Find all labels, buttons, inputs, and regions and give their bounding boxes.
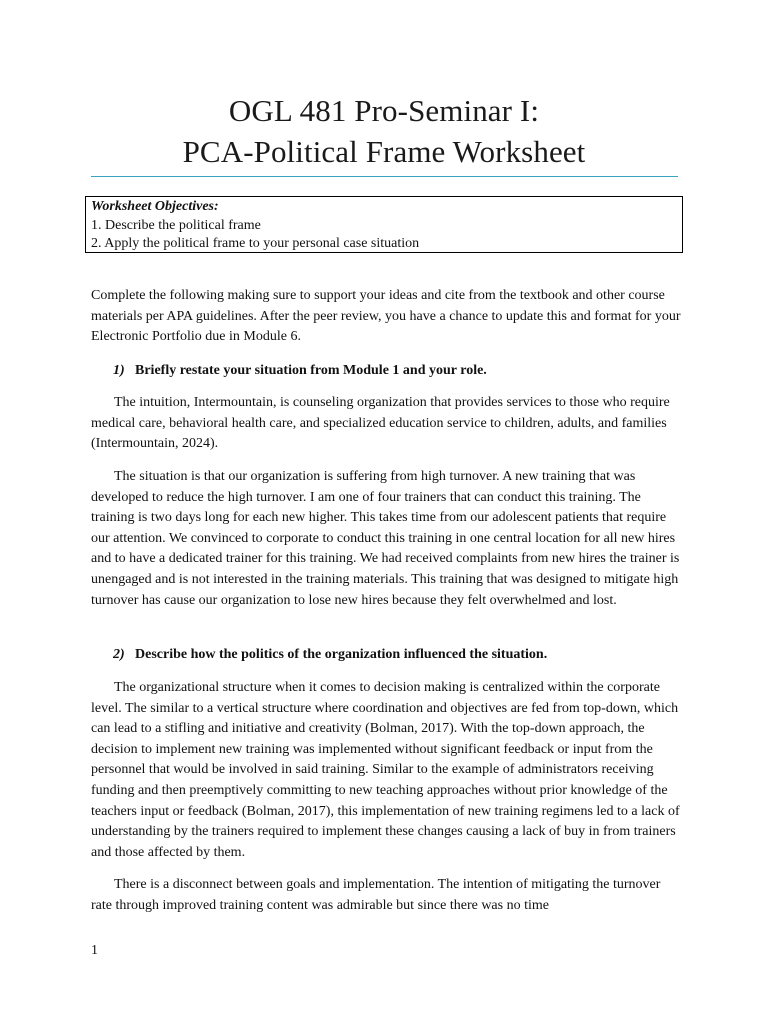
- answer-1-paragraph-1: The intuition, Intermountain, is counseling organization that provides services to those who require medical care, behavioral health care, and specialized education service to children, adults, and families (Intermountain, 2024).: [91, 395, 670, 452]
- objective-item: 1. Describe the political frame: [91, 217, 261, 233]
- answer-2-paragraph-2: There is a disconnect between goals and implementation. The intention of mitigating the turnover rate through improved training content was admirable but since there was no time: [91, 877, 661, 913]
- page-number: 1: [91, 943, 98, 958]
- answer-2-paragraph-1: The organizational structure when it comes to decision making is centralized within the corporate level. The similar to a vertical structure where coordination and objectives are fed from top-down, which can lead to a stifling and initiative and creativity (Bolman, 2017). With the top-down approach, the decision to implement new training was implemented without significant feedback or input from the personnel that would be involved in said training. Similar to the example of administrators receiving funding and then preemptively committing to new teaching approaches without prior knowledge of the teachers input or feedback (Bolman, 2017), this implementation of new training regimens led to a lack of understanding by the trainers required to implement these changes causing a lack of buy in from trainers and those affected by them.: [91, 680, 680, 860]
- objectives-box: [85, 196, 683, 253]
- question-1-heading: [113, 361, 683, 381]
- intro-paragraph: Complete the following making sure to support your ideas and cite from the textbook and other course materials per APA guidelines. After the peer review, you have a chance to update this and format for your Electronic Portfolio due in Module 6.: [91, 288, 681, 345]
- answer-1-paragraph-2: The situation is that our organization is suffering from high turnover. A new training that was developed to reduce the high turnover. I am one of four trainers that can conduct this training. The training is two days long for each new higher. This takes time from our adolescent patients that require our attention. We convinced to corporate to conduct this training in one central location for all new hires and to have a dedicated trainer for this training. We had received complaints from new hires the trainer is unengaged and is not interested in the training materials. This training that was designed to mitigate high turnover has cause our organization to lose new hires because they felt overwhelmed and lost.: [91, 469, 680, 608]
- objective-item: 2. Apply the political frame to your personal case situation: [91, 236, 420, 251]
- question-1-number: 1): [113, 363, 125, 378]
- title-line-1: OGL 481 Pro-Seminar I:: [228, 93, 540, 128]
- objectives-heading: Worksheet Objectives:: [91, 199, 219, 214]
- question-2-heading: [113, 645, 683, 665]
- title-line-2: PCA-Political Frame Worksheet: [182, 134, 586, 169]
- title-divider: [91, 176, 678, 177]
- question-2-number: 2): [113, 647, 125, 662]
- question-2-text: Describe how the politics of the organization influenced the situation.: [135, 647, 548, 662]
- question-1-text: Briefly restate your situation from Module 1 and your role.: [135, 363, 487, 378]
